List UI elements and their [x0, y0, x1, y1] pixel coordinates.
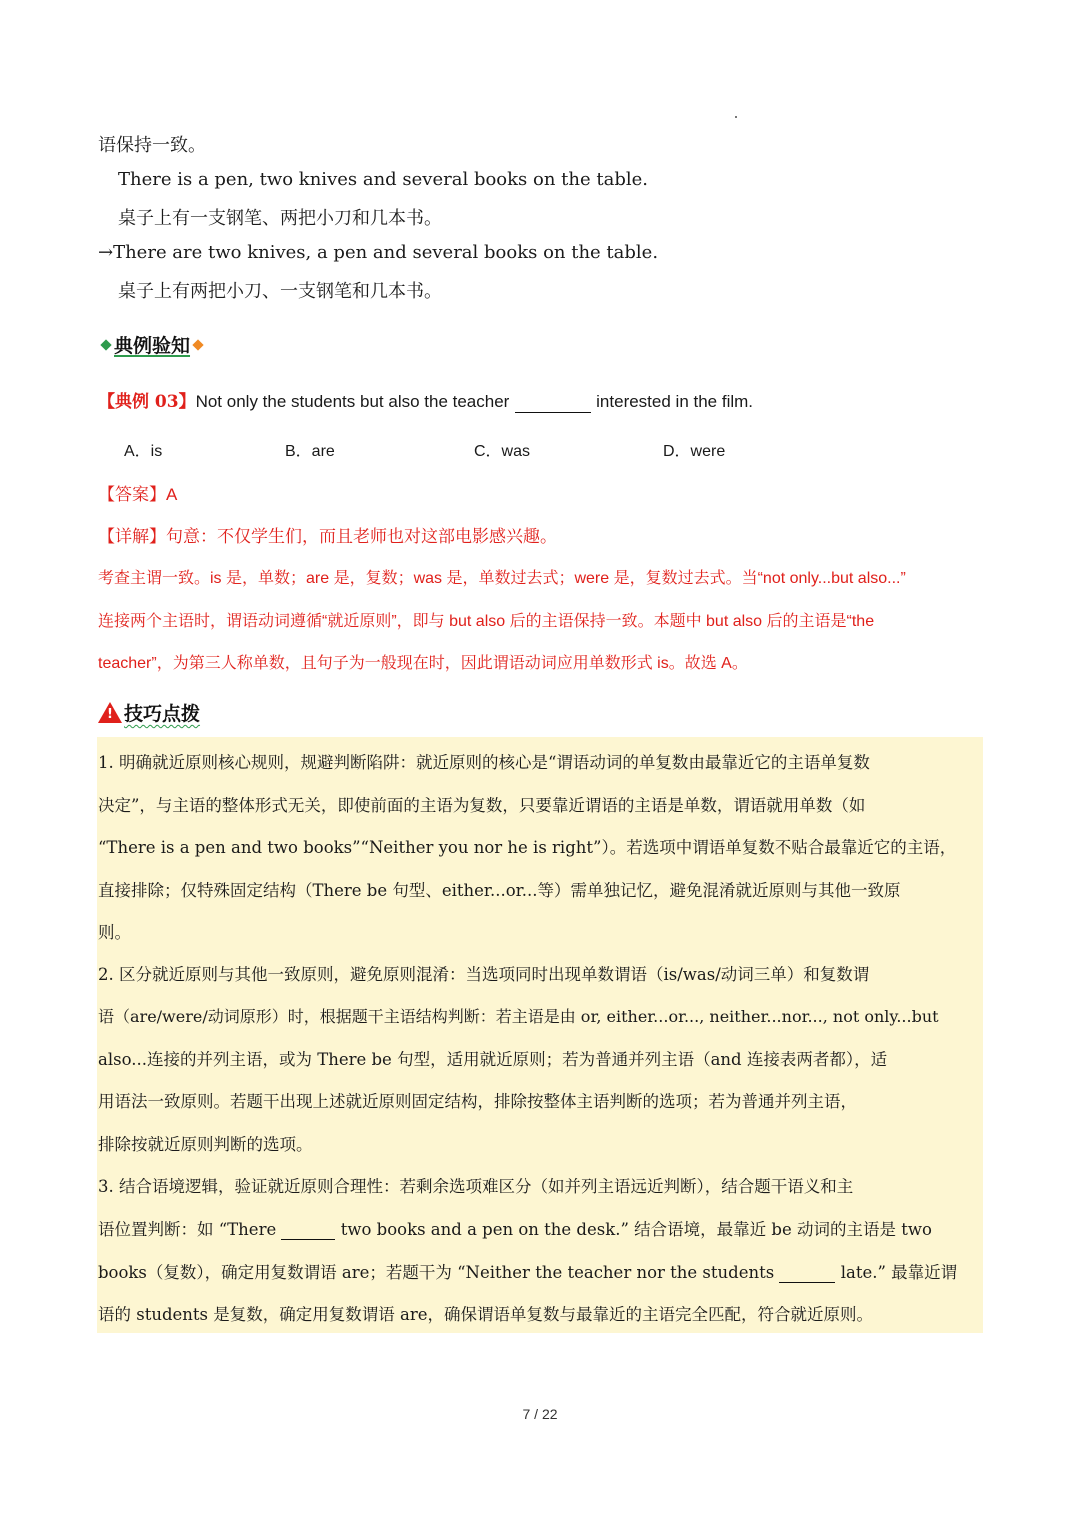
continuation-line: 语保持一致。: [98, 135, 206, 156]
tip-line-2: 决定”，与主语的整体形式无关，即使前面的主语为复数，只要靠近谓语的主语是单数，谓语就用单数（如: [98, 796, 866, 815]
tips-box: [97, 737, 983, 1333]
option-b: B．are: [285, 443, 335, 460]
green-diamond-icon: [100, 339, 111, 350]
warning-icon: [98, 702, 122, 723]
example-sentence-zh-1: 桌子上有一支钢笔、两把小刀和几本书。: [118, 208, 442, 229]
tip-line-12-part-a: 语位置判断：如 “There: [98, 1220, 277, 1239]
example-sentence-en-1: There is a pen, two knives and several books on the table.: [118, 169, 648, 190]
tip-line-1: 1. 明确就近原则核心规则，规避判断陷阱：就近原则的核心是“谓语动词的单复数由最靠近它的主语单复数: [98, 753, 870, 772]
tip-line-3: “There is a pen and two books”“Neither you nor he is right”）。若选项中谓语单复数不贴合最靠近它的主语，: [98, 838, 957, 857]
tip-line-5: 则。: [98, 923, 131, 942]
question-text-before: Not only the students but also the teacher: [195, 392, 510, 411]
orange-diamond-icon: [192, 339, 203, 350]
tips-section-title: 技巧点拨: [124, 703, 201, 725]
option-d: D．were: [663, 443, 726, 460]
detail-line-2: 考查主谓一致。is 是，单数；are 是，复数；was 是，单数过去式；were 是，复数过去式。当“not only...but also...”: [98, 570, 906, 587]
tip-line-4: 直接排除；仅特殊固定结构（There be 句型、either...or...等）需单独记忆，避免混淆就近原则与其他一致原: [98, 881, 901, 900]
question-blank: [515, 392, 591, 413]
question-text-after: interested in the film.: [596, 392, 754, 411]
tip-line-13: [98, 1259, 982, 1283]
tip-blank-2: [779, 1263, 835, 1283]
tip-line-8: also...连接的并列主语，或为 There be 句型，适用就近原则；若为普通并列主语（and 连接表两者都），适: [98, 1050, 888, 1069]
answer-label: 【答案】: [98, 485, 166, 505]
page-number: 7 / 22: [522, 1406, 558, 1422]
tip-line-6: 2. 区分就近原则与其他一致原则，避免原则混淆：当选项同时出现单数谓语（is/was/动词三单）和复数谓: [98, 965, 870, 984]
tip-line-13-part-b: late.” 最靠近谓: [840, 1263, 958, 1282]
tip-blank-1: [281, 1220, 335, 1240]
example-section-heading: [98, 331, 206, 358]
detail-line-1: [98, 522, 557, 547]
stray-dot: [735, 116, 737, 118]
detail-label: 【详解】: [98, 527, 166, 547]
example-sentence-zh-2: 桌子上有两把小刀、一支钢笔和几本书。: [118, 281, 442, 302]
tip-line-11: 3. 结合语境逻辑，验证就近原则合理性：若剩余选项难区分（如并列主语远近判断），结合题干语义和主: [98, 1177, 854, 1196]
tip-line-14: 语的 students 是复数，确定用复数谓语 are，确保谓语单复数与最靠近的主语完全匹配，符合就近原则。: [98, 1305, 874, 1324]
tips-section-heading: [98, 699, 200, 726]
example-sentence-en-2: →There are two knives, a pen and several books on the table.: [98, 242, 659, 263]
tip-line-9: 用语法一致原则。若题干出现上述就近原则固定结构，排除按整体主语判断的选项；若为普通并列主语，: [98, 1092, 857, 1111]
tip-line-12: [98, 1216, 982, 1240]
question-label: 【典例 03】: [98, 392, 196, 412]
tip-line-12-part-b: two books and a pen on the desk.” 结合语境，最靠近 be 动词的主语是 two: [340, 1220, 932, 1239]
answer-value: A: [166, 485, 178, 504]
answer-line: [98, 480, 177, 505]
option-c: C．was: [474, 443, 531, 460]
option-a: A．is: [124, 443, 163, 460]
tip-line-7: 语（are/were/动词原形）时，根据题干主语结构判断：若主语是由 or, either...or..., neither...nor..., not only...but: [98, 1007, 939, 1026]
detail-sentence-meaning: 句意：不仅学生们，而且老师也对这部电影感兴趣。: [166, 527, 557, 547]
question-line: [98, 387, 753, 413]
detail-line-3: 连接两个主语时，谓语动词遵循“就近原则”，即与 but also 后的主语保持一致。本题中 but also 后的主语是“the: [98, 613, 875, 630]
detail-line-4: teacher”，为第三人称单数，且句子为一般现在时，因此谓语动词应用单数形式 is。故选 A。: [98, 655, 748, 672]
tip-line-13-part-a: books（复数），确定用复数谓语 are；若题干为 “Neither the teacher nor the students: [98, 1263, 775, 1282]
example-section-title: 典例验知: [114, 335, 191, 357]
tip-line-10: 排除按就近原则判断的选项。: [98, 1135, 313, 1154]
